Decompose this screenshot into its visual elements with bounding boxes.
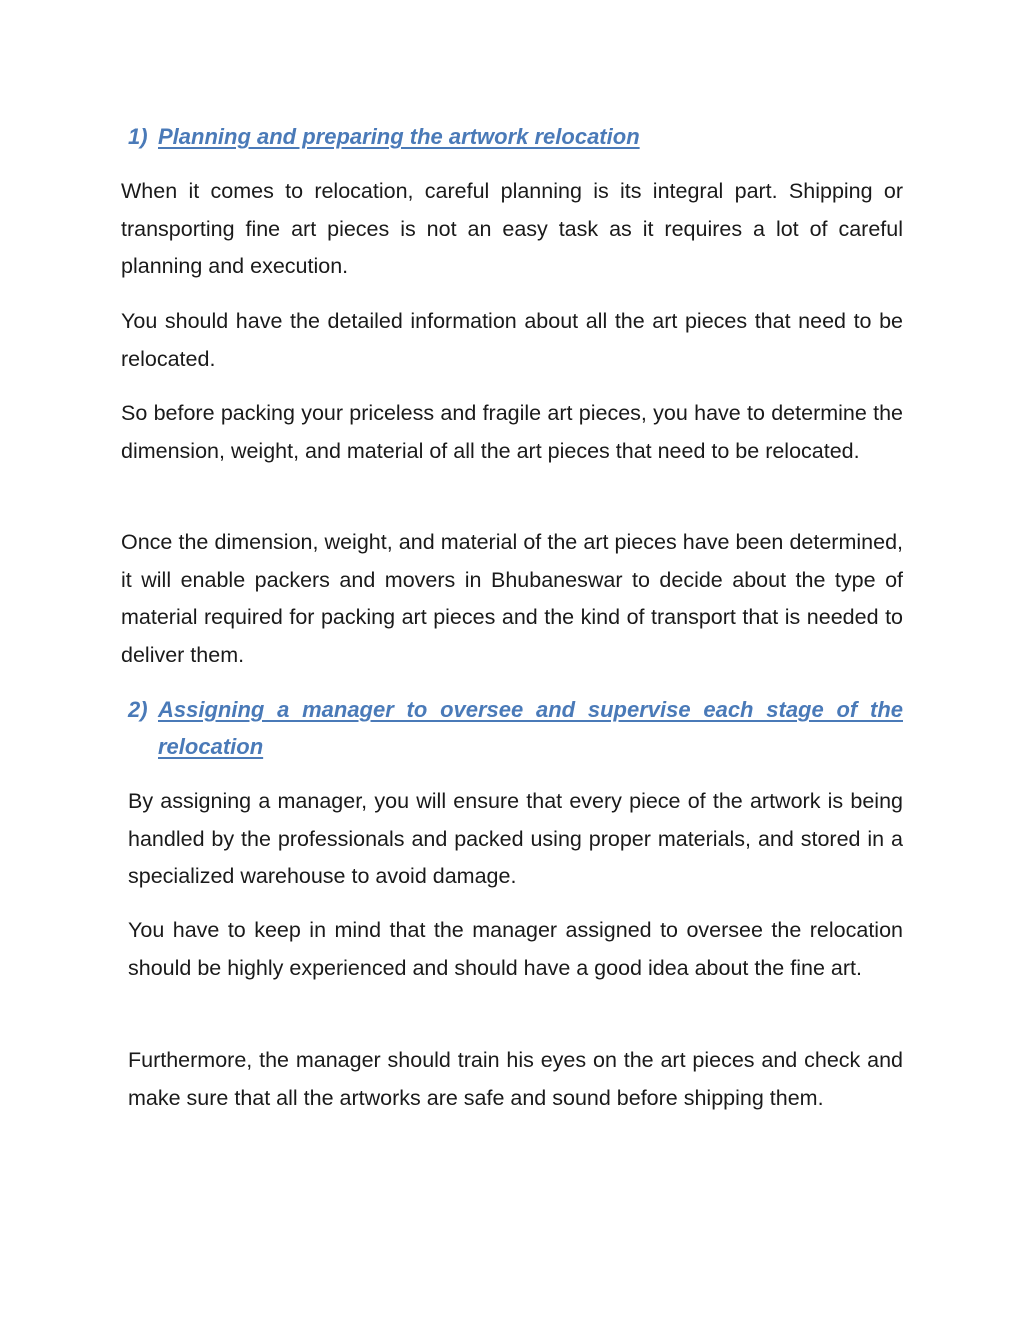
- section-title-1: Planning and preparing the artwork relocation: [158, 124, 640, 149]
- section-number-2: 2): [128, 697, 148, 722]
- paragraph: When it comes to relocation, careful planning is its integral part. Shipping or transporting fine art pieces is not an easy task as it requires a lot of careful planning and execution.: [121, 179, 903, 278]
- section-heading-2: [128, 691, 903, 765]
- section-title-2: Assigning a manager to oversee and supervise each stage of the relocation: [158, 697, 903, 759]
- section-heading-1: [128, 118, 903, 155]
- paragraph: So before packing your priceless and fragile art pieces, you have to determine the dimension, weight, and material of all the art pieces that need to be relocated.: [121, 401, 903, 463]
- paragraph: By assigning a manager, you will ensure that every piece of the artwork is being handled by the professionals and packed using proper materials, and stored in a specialized warehouse to avoid damage.: [128, 789, 903, 888]
- paragraph: Furthermore, the manager should train his eyes on the art pieces and check and make sure that all the artworks are safe and sound before shipping them.: [128, 1048, 903, 1110]
- paragraph: Once the dimension, weight, and material of the art pieces have been determined, it will enable packers and movers in Bhubaneswar to decide about the type of material required for packing art pieces and the kind of transport that is needed to deliver them.: [121, 530, 903, 667]
- paragraph: You should have the detailed information about all the art pieces that need to be relocated.: [121, 309, 903, 371]
- section-number-1: 1): [128, 124, 148, 149]
- paragraph: You have to keep in mind that the manager assigned to oversee the relocation should be highly experienced and should have a good idea about the fine art.: [128, 918, 903, 980]
